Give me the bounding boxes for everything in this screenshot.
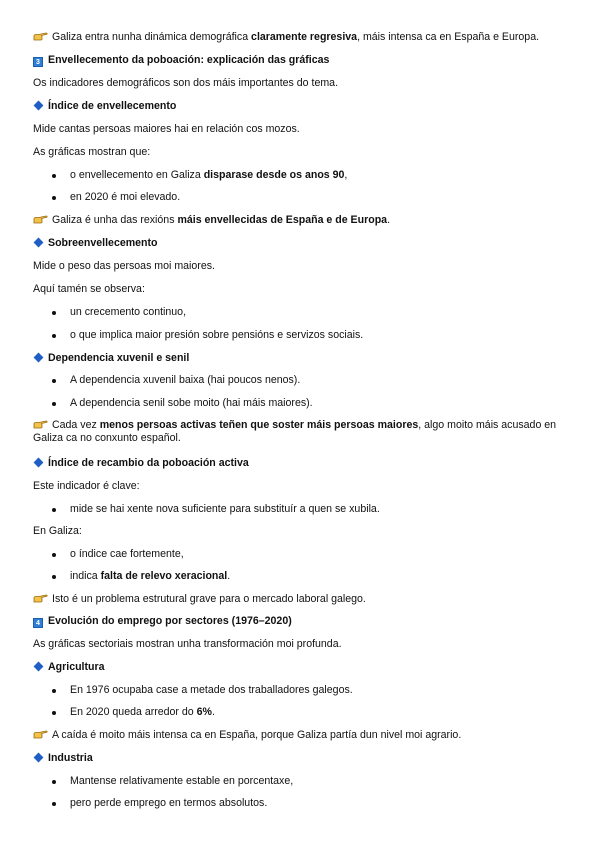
bold-text: falta de relevo xeracional (100, 570, 228, 582)
subheading-title: Industria (48, 752, 93, 764)
blue-diamond-icon (34, 753, 44, 763)
subheading (33, 661, 569, 674)
text-run: Mide o peso das persoas moi maiores. (33, 260, 215, 272)
pointing-hand-icon (33, 214, 48, 224)
text-run: Os indicadores demográficos son dos máis importantes do tema. (33, 77, 339, 89)
list-item-text (70, 374, 569, 387)
keycap-number-icon: 3 (33, 57, 43, 67)
text-run: . (227, 570, 231, 582)
note-paragraph (33, 214, 569, 227)
subheading (33, 352, 569, 365)
list-item-text (70, 775, 569, 788)
list-item (0, 684, 599, 698)
text-run: En 2020 queda arredor do (70, 706, 197, 718)
subheading (33, 457, 569, 470)
list-item (0, 570, 599, 584)
note-paragraph (33, 419, 569, 445)
list-item-text (70, 169, 569, 182)
bullet-dot-icon (52, 780, 56, 784)
subheading (33, 752, 569, 765)
blue-diamond-icon (34, 662, 44, 672)
list-item (0, 169, 599, 183)
paragraph (33, 123, 569, 136)
bold-text: 6% (196, 706, 212, 718)
list-item (0, 329, 599, 343)
text-run: Galiza é unha das rexións (52, 214, 178, 226)
pointing-hand-icon (33, 729, 48, 739)
paragraph (33, 77, 569, 90)
keycap-number-icon: 4 (33, 618, 43, 628)
blue-diamond-icon (34, 458, 44, 468)
subheading-title: Índice de recambio da poboación activa (48, 457, 249, 469)
list-item (0, 797, 599, 811)
text-run: , máis intensa ca en España e Europa. (357, 31, 540, 43)
blue-diamond-icon (34, 353, 44, 363)
section-title: Evolución do emprego por sectores (1976–2020) (48, 615, 292, 627)
blue-diamond-icon (34, 101, 44, 111)
list-item-text (70, 706, 569, 719)
text-run: un crecemento continuo, (70, 306, 187, 318)
subheading (33, 237, 569, 250)
list-item (0, 191, 599, 205)
blue-diamond-icon (34, 238, 44, 248)
bullet-dot-icon (52, 402, 56, 406)
paragraph (33, 146, 569, 159)
subheading-title: Dependencia xuvenil e senil (48, 352, 190, 364)
paragraph (33, 480, 569, 493)
text-run: , (344, 169, 348, 181)
bullet-dot-icon (52, 802, 56, 806)
bullet-dot-icon (52, 711, 56, 715)
pointing-hand-icon (33, 419, 48, 429)
list-item (0, 775, 599, 789)
section-title: Envellecemento da poboación: explicación das gráficas (48, 54, 330, 66)
text-run: . (387, 214, 391, 226)
text-run: A caída é moito máis intensa ca en España, porque Galiza partía dun nivel moi agrario. (52, 729, 462, 741)
paragraph (33, 260, 569, 273)
text-run: A dependencia senil sobe moito (hai máis maiores). (70, 397, 313, 409)
section-heading (33, 615, 569, 628)
text-run: Aquí tamén se observa: (33, 283, 145, 295)
text-run: en 2020 é moi elevado. (70, 191, 181, 203)
subheading-title: Agricultura (48, 661, 105, 673)
text-run: Este indicador é clave: (33, 480, 140, 492)
text-run: indica (70, 570, 101, 582)
bold-text: máis envellecidas de España e de Europa (177, 214, 388, 226)
list-item (0, 503, 599, 517)
text-run: o índice cae fortemente, (70, 548, 184, 560)
paragraph (33, 638, 569, 651)
list-item-text (70, 191, 569, 204)
subheading-title: Índice de envellecemento (48, 100, 177, 112)
list-item-text (70, 570, 569, 583)
pointing-hand-icon (33, 593, 48, 603)
list-item-text (70, 503, 569, 516)
text-run: , algo moito máis acusado en Galiza ca no conxunto español. (33, 419, 557, 444)
text-run: o que implica maior presión sobre pensións e servizos sociais. (70, 329, 364, 341)
subheading (33, 100, 569, 113)
bullet-dot-icon (52, 334, 56, 338)
paragraph (33, 283, 569, 296)
bullet-dot-icon (52, 196, 56, 200)
list-item-text (70, 329, 569, 342)
text-run: Galiza entra nunha dinámica demográfica (52, 31, 252, 43)
text-run: o envellecemento en Galiza (70, 169, 204, 181)
text-run: As gráficas sectoriais mostran unha transformación moi profunda. (33, 638, 342, 650)
list-item (0, 706, 599, 720)
list-item-text (70, 684, 569, 697)
section-heading (33, 54, 569, 67)
list-item (0, 397, 599, 411)
paragraph (33, 525, 569, 538)
bold-text: menos persoas activas teñen que soster máis persoas maiores (99, 419, 419, 431)
bold-text: claramente regresiva (251, 31, 358, 43)
pointing-hand-icon (33, 31, 48, 41)
bullet-dot-icon (52, 508, 56, 512)
text-run: As gráficas mostran que: (33, 146, 151, 158)
list-item-text (70, 548, 569, 561)
note-paragraph (33, 593, 569, 606)
bullet-dot-icon (52, 689, 56, 693)
bullet-dot-icon (52, 311, 56, 315)
list-item-text (70, 306, 569, 319)
bullet-dot-icon (52, 379, 56, 383)
text-run: Mantense relativamente estable en porcentaxe, (70, 775, 294, 787)
list-item-text (70, 797, 569, 810)
text-run: Isto é un problema estrutural grave para o mercado laboral galego. (52, 593, 366, 605)
text-run: Mide cantas persoas maiores hai en relación cos mozos. (33, 123, 300, 135)
note-paragraph (33, 31, 569, 44)
list-item-text (70, 397, 569, 410)
bullet-dot-icon (52, 575, 56, 579)
text-run: A dependencia xuvenil baixa (hai poucos nenos). (70, 374, 301, 386)
bullet-dot-icon (52, 553, 56, 557)
subheading-title: Sobreenvellecemento (48, 237, 158, 249)
text-run: En Galiza: (33, 525, 82, 537)
list-item (0, 374, 599, 388)
text-run: En 1976 ocupaba case a metade dos traballadores galegos. (70, 684, 353, 696)
text-run: . (211, 706, 215, 718)
text-run: pero perde emprego en termos absolutos. (70, 797, 268, 809)
bullet-dot-icon (52, 174, 56, 178)
text-run: mide se hai xente nova suficiente para substituír a quen se xubila. (70, 503, 380, 515)
list-item (0, 548, 599, 562)
note-paragraph (33, 729, 569, 742)
bold-text: disparase desde os anos 90 (203, 169, 345, 181)
text-run: Cada vez (52, 419, 100, 431)
list-item (0, 306, 599, 320)
